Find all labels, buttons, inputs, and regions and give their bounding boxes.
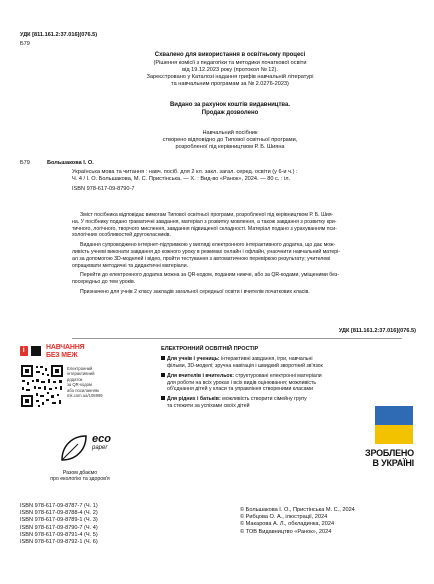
qr-mini-icon [31,346,41,356]
logo-navchannia [46,344,84,359]
logo-primary: НАВЧАННЯ [46,344,85,351]
annotation-line: посередньо до тем уроків. [72,279,136,286]
isbn-item: ISBN 978-617-09-8791-4 (Ч. 5) [20,531,98,538]
ed-space-title: ЕЛЕКТРОННИЙ ОСВІТНІЙ ПРОСТІР [161,346,259,352]
catalog-author: Большакова І. О. [47,160,94,166]
eco-text [92,434,111,452]
made-in-line: В УКРАЇНІ [372,458,414,468]
bbk-code: Б79 [20,41,30,47]
isbn-item: ISBN 978-617-09-8789-1 (Ч. 3) [20,517,98,524]
annotation-line: опрацювати методичні та дидактичні матеріали. [72,262,189,269]
catalog-isbn: ISBN 978-617-09-8790-7 [72,186,135,193]
annotation-line: Перейти до електронного додатка можна за QR-кодом, поданим нижче, або за QR-кодами, уміщеними без- [80,272,340,279]
qr-caption-line: інтерактивний [67,371,95,377]
qr-caption-line: або посиланням [67,387,99,393]
ed-text: структуровані електронні матеріали [235,372,322,379]
logo-secondary: БЕЗ МЕЖ [46,351,78,359]
manual-line: Навчальний посібник [202,130,258,136]
bullet-icon [161,373,165,377]
isbn-item: ISBN 978-617-09-8790-7 (Ч. 4) [20,524,98,531]
annotation-line: тичного, логічного, творчого мислення, завдання підвищеної складності. Матеріал подано з урахуванням пси- [72,225,337,232]
annotation-line: Зміст посібника відповідає вимогам Типової освітньої програми, розробленої під керівництвом Р. Б. Шия- [80,212,334,218]
annotation-line: ливість учневі виконати завдання до кожного уроку в режимах онлайн і офлайн, унаочнити навчальний матері- [72,248,341,255]
manual-line: створено відповідно до Типової освітньої програми, [162,137,298,144]
ed-item-students [161,356,366,370]
annotation-line: хологічних особливостей другокласників. [72,232,171,239]
funding-line: Продаж дозволено [201,109,259,116]
ed-item-teachers [161,373,366,393]
eco-title: eco [92,433,111,445]
divider [72,338,402,339]
qr-code[interactable] [20,364,64,408]
copyright-item: © ТОВ Видавництво «Ранок», 2024 [240,528,332,535]
qr-caption-line: додаток [67,376,83,382]
qr-caption-link[interactable]: mk.com.ua/105969 [67,393,103,399]
catalog-code: Б79 [20,160,30,166]
ed-text: об'єднання дітей у класи та управління створеними класами [167,386,313,393]
isbn-item: ISBN 978-617-09-8788-4 (Ч. 2) [20,510,98,517]
qr-caption-line: Електронний [67,366,93,371]
catalog-line: Ч. 4 / І. О. Большакова, М. С. Пристінська. — Х. : Вид-во «Ранок», 2024. — 80 с. : іл. [72,176,291,183]
catalog-desc [72,169,417,194]
udk-bottom: УДК [811.161.2:37.016](076.5) [338,328,416,334]
ed-item-parents [161,396,366,410]
copyright-item: © Макарова А. Л., обкладинка, 2024 [240,521,335,528]
copyright-list [240,507,355,536]
eco-paper-logo [56,430,92,466]
info-icon-glyph: i [22,347,25,354]
leaf-icon [56,430,92,466]
eco-sub: paper [92,445,108,451]
ed-label: Для рідних і батьків: [167,396,221,403]
ed-label: Для вчителів і вчительок: [167,372,234,379]
funding-line: Видано за рахунок коштів видавництва. [169,102,291,108]
funding-block [100,102,360,117]
manual-block [100,130,360,152]
annotation [72,212,417,296]
approval-line: та навчальним програмам за № 2.0276-2023) [171,81,289,88]
approval-title: Схвалено для використання в освітньому процесі [154,52,306,58]
eco-caption-line: Разом дбаємо [62,470,98,476]
annotation-line: Видання супроводжено інтернет-підтримкою у вигляді електронного інтерактивного додатка, що дає мож- [80,242,336,249]
annotation-line: ал за допомогою 3D-моделей і відео, пройти тестування з автоматичною перевіркою результату; учителеві [72,255,331,262]
qr-caption [67,366,139,398]
made-in-ukraine [354,448,414,468]
catalog-line: Українська мова та читання : навч. посіб. для 2 кл. закл. загал. серед. освіти (у 6-и ч.) : [72,169,298,175]
eco-caption-line: про екологію та здоров'я [50,476,110,483]
annotation-line: на. У посібнику подано граматичні завдання, матеріал з розвитку мовлення, а також завдання з розвитку кри- [72,218,337,225]
ed-text: для роботи на всіх уроках і всіх видів оцінювання; можливість [167,379,317,386]
made-in-line: ЗРОБЛЕНО [365,448,414,458]
isbn-item: ISBN 978-617-09-8787-7 (Ч. 1) [20,503,98,509]
flag-blue-stripe [375,406,413,425]
approval-line: (Рішення комісії з педагогіки та методики початкової освіти [153,59,307,66]
approval-line: від 19.12.2023 року (протокол № 12). [182,66,278,73]
ed-text: інтерактивні завдання, ігри, навчальні [221,356,313,363]
bullet-icon [161,356,165,360]
flag-yellow-stripe [375,425,413,444]
eco-caption [30,470,130,483]
approval-line: Зареєстровано у Каталозі надання грифів навчальній літературі [146,74,314,80]
qr-caption-line: за QR-кодом [67,382,92,388]
isbn-item: ISBN 978-617-09-8792-1 (Ч. 6) [20,539,98,546]
ed-space [161,346,366,410]
approval-block [100,52,360,88]
udk-top: УДК [811.161.2:37.016](076.5) [20,32,98,38]
isbn-list [20,503,98,546]
copyright-item: © Рибцова О. А., ілюстрації, 2024 [240,514,328,521]
ed-text: фільми, 3D-моделі; зручна навігація і швидкий зворотний зв'язок [167,363,323,369]
ed-text: можливість створити сімейну групу [222,396,307,403]
copyright-item: © Большакова І. О., Пристінська М. С., 2024 [240,507,355,513]
manual-line: розробленої під керівництвом Р. Б. Шияна [175,144,285,151]
bullet-icon [161,396,165,400]
ed-label: Для учнів і учениць: [167,356,220,363]
ukraine-flag-icon [375,406,413,444]
annotation-line: Призначено для учнів 2 класу закладів загальної середньої освіти і вчителів початкових класів. [80,288,310,295]
ed-text: та стежити за успіхами своїх дітей [167,402,250,409]
